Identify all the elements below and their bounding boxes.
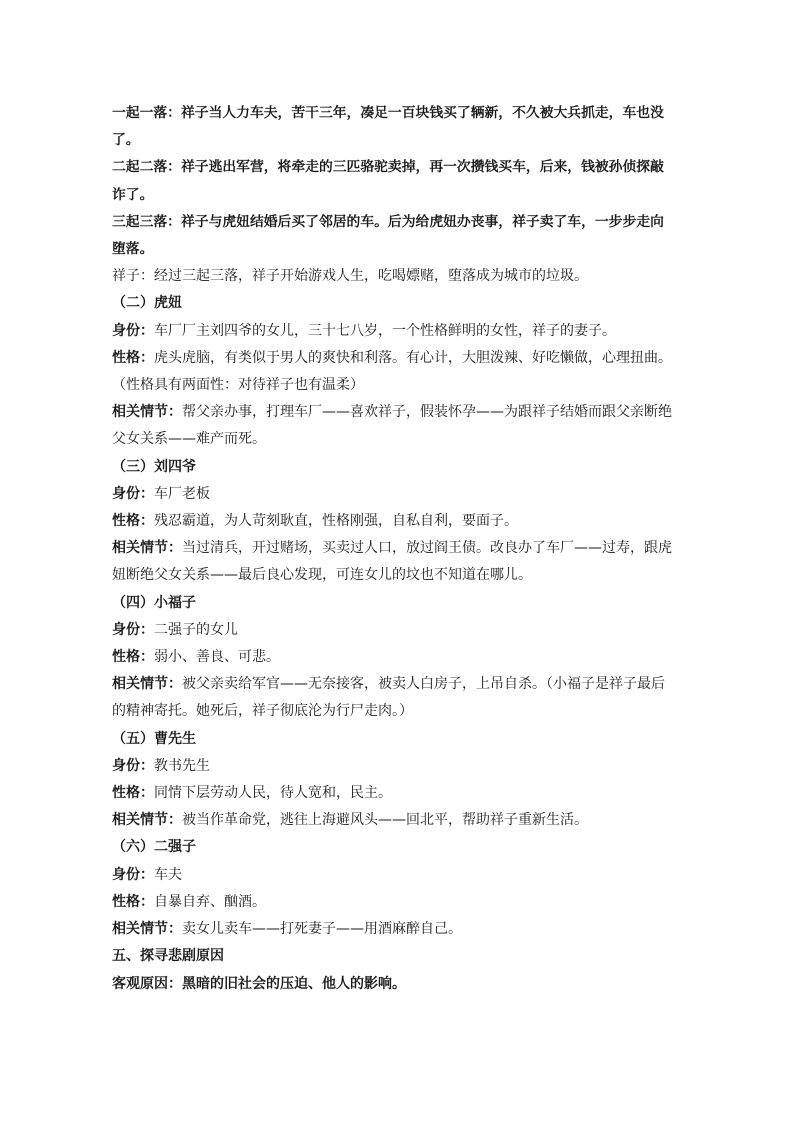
paragraph-text: 教书先生 [154, 757, 210, 774]
paragraph-text: 虎头虎脑，有类似于男人的爽快和利落。有心计，大胆泼辣、好吃懒做，心理扭曲。 [154, 349, 672, 366]
paragraph-text: 同情下层劳动人民，待人宽和，民主。 [154, 785, 392, 802]
paragraph [112, 209, 676, 263]
paragraph-label: 性格： [112, 785, 154, 802]
paragraph-text: 祥子与虎妞结婚后买了邻居的车。后为给虎妞办丧事，祥子卖了车，一步步走向堕落。 [112, 213, 664, 258]
paragraph-text: 被当作革命党，逃往上海避风头——回北平，帮助祥子重新生活。 [182, 812, 588, 829]
paragraph [112, 671, 676, 725]
paragraph-label: 身份： [112, 485, 154, 502]
paragraph-label: 祥子： [112, 268, 154, 285]
paragraph-text: 车厂厂主刘四爷的女儿，三十七八岁，一个性格鲜明的女性，祥子的妻子。 [154, 322, 616, 339]
section-heading: （四）小福子 [112, 594, 196, 611]
paragraph-text: 黑暗的旧社会的压迫、他人的影响。 [182, 975, 406, 992]
paragraph-text: 被父亲卖给军官——无奈接客，被卖人白房子，上吊自杀。（小福子是祥子最后的精神寄托。她死后，祥子彻底沦为行尸走肉。） [112, 676, 665, 720]
paragraph-text: 祥子当人力车夫，苦干三年，凑足一百块钱买了辆新，不久被大兵抓走，车也没了。 [112, 105, 664, 149]
section-heading: 五、探寻悲剧原因 [112, 948, 224, 965]
paragraph [112, 345, 676, 372]
paragraph [112, 372, 676, 399]
paragraph-label: 身份： [112, 621, 154, 638]
paragraph-label: 身份： [112, 757, 154, 774]
paragraph [112, 916, 676, 943]
paragraph [112, 617, 676, 644]
paragraph-label: 性格： [112, 893, 154, 910]
paragraph-label: 相关情节： [112, 540, 182, 557]
section-heading: （二）虎妞 [112, 295, 182, 312]
paragraph [112, 862, 676, 889]
paragraph [112, 481, 676, 508]
paragraph [112, 263, 676, 290]
paragraph-label: 一起一落： [112, 105, 181, 121]
paragraph [112, 889, 676, 916]
paragraph-label: 相关情节： [112, 404, 182, 421]
paragraph-text: 残忍霸道，为人苛刻耿直，性格刚强，自私自利，要面子。 [154, 513, 518, 530]
paragraph [112, 318, 676, 345]
paragraph [112, 399, 676, 453]
paragraph-label: 相关情节： [112, 676, 182, 693]
paragraph-text: （性格具有两面性：对待祥子也有温柔） [112, 377, 364, 394]
paragraph-text: 经过三起三落，祥子开始游戏人生，吃喝嫖赌，堕落成为城市的垃圾。 [154, 268, 588, 285]
paragraph-label: 身份： [112, 322, 154, 339]
paragraph-label: 三起三落： [112, 213, 181, 230]
paragraph-label: 身份： [112, 866, 154, 883]
paragraph-text: 弱小、善良、可悲。 [154, 649, 280, 666]
section-heading: （五）曹先生 [112, 730, 196, 747]
paragraph-text: 二强子的女儿 [154, 621, 238, 638]
section-heading: （六）二强子 [112, 839, 196, 856]
paragraph-label: 性格： [112, 649, 154, 666]
paragraph-label: 客观原因： [112, 975, 182, 992]
paragraph [112, 535, 676, 589]
paragraph [112, 807, 676, 834]
paragraph-text: 卖女儿卖车——打死妻子——用酒麻醉自己。 [182, 921, 462, 938]
paragraph-label: 相关情节： [112, 921, 182, 938]
paragraph-label: 相关情节： [112, 812, 182, 829]
paragraph [112, 508, 676, 535]
paragraph-text: 车厂老板 [154, 485, 210, 502]
paragraph-text: 自暴自弃、酗酒。 [154, 893, 266, 910]
paragraph [112, 971, 676, 998]
paragraph-text: 祥子逃出军营，将牵走的三匹骆驼卖掉，再一次攒钱买车，后来，钱被孙侦探敲诈了。 [112, 159, 664, 203]
paragraph-text: 帮父亲办事，打理车厂——喜欢祥子，假装怀孕——为跟祥子结婚而跟父亲断绝父女关系——难产而死。 [112, 404, 672, 448]
paragraph-text: 车夫 [154, 866, 182, 883]
section-heading: （三）刘四爷 [112, 458, 196, 475]
document-body [112, 100, 676, 998]
paragraph [112, 100, 676, 154]
paragraph [112, 644, 676, 671]
paragraph [112, 753, 676, 780]
paragraph-label: 性格： [112, 349, 154, 366]
paragraph [112, 154, 676, 208]
paragraph-label: 二起二落： [112, 159, 181, 176]
paragraph [112, 780, 676, 807]
paragraph-text: 当过清兵，开过赌场，买卖过人口，放过阎王债。改良办了车厂——过寿，跟虎妞断绝父女关系——最后良心发现，可连女儿的坟也不知道在哪儿。 [112, 540, 672, 584]
paragraph-label: 性格： [112, 513, 154, 530]
